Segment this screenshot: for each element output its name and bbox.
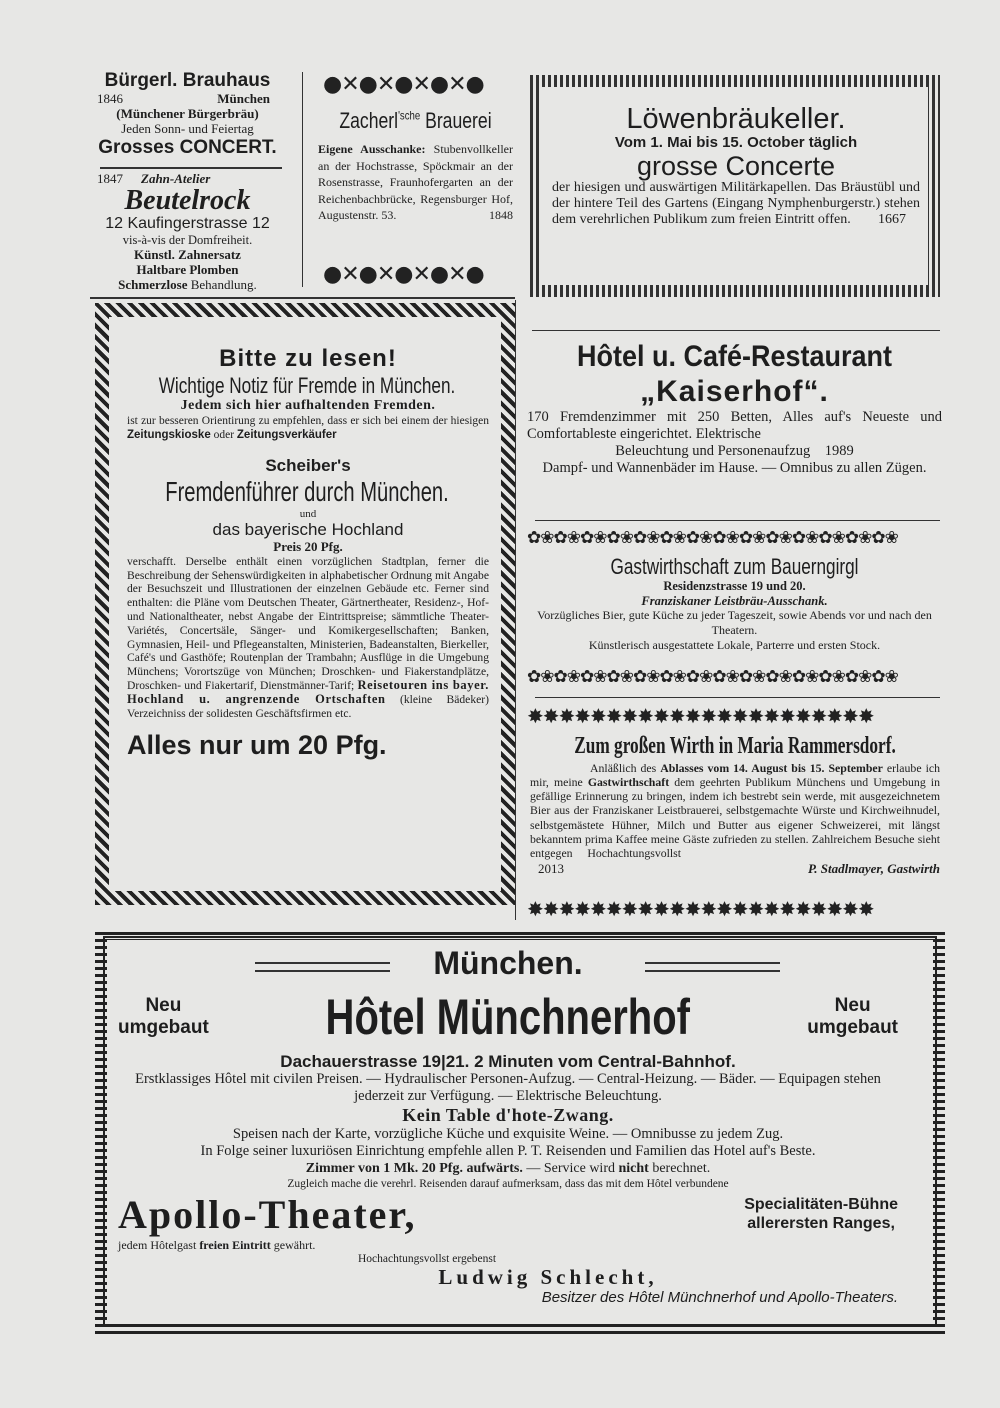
fremdenfuehrer-lead: Jedem sich hier aufhaltenden Fremden.: [180, 397, 436, 413]
brauhaus-title: Bürgerl. Brauhaus: [104, 70, 271, 91]
divider: [535, 520, 940, 521]
rammersdorf-closing: Hochachtungsvollst: [587, 846, 682, 861]
zacherl-body: Eigene Ausschanke: Stubenvollkeller an der Hochstrasse, Spöckmair an der Rosenstrasse, Fraunhofergarten an der Reichenbachbrücke, Regensburger Hof, Augustenstr. 53. 1848: [318, 142, 513, 223]
rammersdorf-ad: [530, 733, 940, 877]
kaiserhof-name: „Kaiserhof“.: [640, 374, 829, 408]
column-divider: [302, 72, 303, 287]
apollo-sub2: allerersten Ranges,: [747, 1214, 895, 1232]
divider: [90, 297, 515, 299]
loewenbraeu-number: 1667: [878, 212, 906, 228]
neu-label: Neu: [834, 994, 871, 1016]
muenchnerhof-table: Kein Table d'hote-Zwang.: [402, 1105, 614, 1126]
bauerngirgl-body: Vorzügliches Bier, gute Küche zu jeder Tageszeit, sowie Abends vor und nach den Theatern.: [537, 608, 932, 638]
floral-ornament: ✿❀✿❀✿❀✿❀✿❀✿❀✿❀✿❀✿❀✿❀✿❀✿❀✿❀✿❀: [527, 667, 898, 687]
umgebaut-label: umgebaut: [807, 1016, 898, 1038]
muenchnerhof-owner-title: Besitzer des Hôtel Münchnerhof und Apollo-Theaters.: [541, 1289, 898, 1307]
loewenbraeu-dates: Vom 1. Mai bis 15. October täglich: [614, 134, 858, 152]
star-ornament: ✸✸✸✸✸✸✸✸✸✸✸✸✸✸✸✸✸✸✸✸✸✸: [527, 704, 874, 728]
loewenbraeu-concerts: grosse Concerte: [636, 150, 836, 181]
loewenbraeu-body: der hiesigen und auswärtigen Militärkapellen. Das Bräustübl und der hintere Teil des Gartens (Eingang Nymphenburgerstr.) stehen dem verehrlichen Publikum zum freien Eintritt offen. 1667: [552, 180, 920, 228]
fremdenfuehrer-title: Fremdenführer durch München.: [165, 475, 449, 507]
kaiserhof-body2: Beleuchtung und Personenaufzug: [615, 443, 811, 459]
fremdenfuehrer-headline: Bitte zu lesen!: [219, 345, 397, 372]
fremdenfuehrer-title2: das bayerische Hochland: [212, 520, 404, 540]
muenchnerhof-rooms: Zimmer von 1 Mk. 20 Pfg. aufwärts.: [305, 1161, 523, 1177]
zacherl-title: Zacherl$^{'sche}$ Brauerei: [339, 108, 492, 133]
muenchnerhof-city: München.: [433, 945, 583, 981]
bauerngirgl-address: Residenzstrasse 19 und 20.: [663, 579, 806, 594]
column-divider: [515, 300, 516, 920]
zahnatelier-last: Behandlung.: [187, 276, 257, 292]
fremdenfuehrer-intro: ist zur besseren Orientirung zu empfehlen, dass er sich bei einem der hiesigen Zeitungskioske oder Zeitungsverkäufer: [127, 414, 489, 441]
zahnatelier-label: Zahn-Atelier: [141, 171, 211, 186]
muenchnerhof-line4: Zugleich mache die verehrl. Reisenden darauf aufmerksam, dass das mit dem Hôtel verbundene: [287, 1178, 729, 1191]
zahnatelier-address: 12 Kaufingerstrasse 12: [105, 214, 270, 232]
fremdenfuehrer-footer: Alles nur um 20 Pfg.: [127, 730, 387, 761]
kaiserhof-body3: Dampf- und Wannenbäder im Hause. — Omnibus zu allen Zügen.: [542, 460, 927, 476]
fremdenfuehrer-ad: [127, 345, 489, 761]
zahnatelier-location: vis-à-vis der Domfreiheit.: [122, 233, 253, 248]
divider: [100, 167, 282, 169]
fremdenfuehrer-price: Preis 20 Pfg.: [273, 538, 343, 554]
kaiserhof-ad: [527, 340, 942, 477]
divider: [535, 697, 940, 698]
zahnatelier-last-bold: Schmerzlose: [118, 276, 188, 292]
kaiserhof-title: Hôtel u. Café-Restaurant: [576, 340, 893, 373]
muenchnerhof-line1: Erstklassiges Hôtel mit civilen Preisen. — Hydraulischer Personen-Aufzug. — Central-Heizung. — Bäder. — Equipagen stehen jederzeit zur Verfügung. — Elektrische Beleuchtung.: [135, 1071, 881, 1105]
divider: [532, 330, 940, 331]
kaiserhof-body1: 170 Fremdenzimmer mit 250 Betten, Alles auf's Neueste und Comfortableste eingerichtet. Elektrische: [527, 409, 942, 442]
fremdenfuehrer-und: und: [299, 507, 317, 520]
neu-label: Neu: [145, 994, 182, 1016]
chain-ornament: ●✕●✕●✕●✕●: [323, 262, 484, 287]
brauhaus-number: 1846: [97, 90, 123, 106]
bauerngirgl-sub: Franziskaner Leistbräu-Ausschank.: [641, 593, 828, 608]
bauerngirgl-ad: [527, 554, 942, 653]
muenchnerhof-line2: Speisen nach der Karte, vorzügliche Küche und exquisite Weine. — Omnibusse zu jedem Zug.: [232, 1126, 784, 1143]
bauerngirgl-title: Gastwirthschaft zum Bauerngirgl: [610, 554, 859, 579]
brauhaus-line: Jeden Sonn- und Feiertag: [121, 120, 254, 136]
fremdenfuehrer-publisher: Scheiber's: [265, 455, 351, 475]
fremdenfuehrer-subhead: Wichtige Notiz für Fremde in München.: [158, 372, 456, 398]
zacherl-number: 1848: [489, 208, 513, 223]
zahnatelier-ad: [85, 172, 290, 293]
fremdenfuehrer-body: verschafft. Derselbe enthält einen vorzüglichen Stadtplan, ferner die Beschreibung der Sehenswürdigkeiten in alphabetischer Ordnung mit Angabe der Besuchszeit und Illustrationen der einzelnen Gebäude etc. Ferner sind enthalten: die Pläne vom Deutschen Theater, Gärtnertheater, Residenz-, Hof- und Nationaltheater, nebst Angabe der Eintrittspreise; sämmtliche Theater-Variétés, Concertsäle, Sänger- und Komikergesellschaften; Banken, Gymnasien, Heil- und Pflegeanstalten, Ministerien, Badeanstalten, Bierkeller, Café's und Gasthöfe; Routenplan der Trambahn; Ausflüge in die Umgebung Münchens; Vorortszüge von München; Droschken- und Fiakerstandplätze, Droschken- und Fiakertarif, Dienstmänner-Tarif; Reisetouren ins bayer. Hochland u. angrenzende Ortschaften (kleine Bädeker) Verzeichniss der solidesten Geschäftsfirmen etc.: [127, 554, 489, 720]
apollo-sub1: Specialitäten-Bühne: [744, 1196, 898, 1214]
muenchnerhof-ad: München. Neu umgebaut Hôtel Münchnerhof Neu umgebaut Dachauerstrasse 19|21. 2 Minuten vom Central-Bahnhof. Erstklassiges Hôtel mit civilen Preisen. — Hydraulischer Personen-Aufzug. — Central-Heizung. — Bäder. — Equipagen stehen jederzeit zur Verfügung. — Elektrische Beleuchtung. Kein Table d'hote-Zwang. Speisen nach der Karte, vorzügliche Küche und exquisite Weine. — Omnibusse zu jedem Zug. In Folge seiner luxuriösen Einrichtung empfehle allen P. T. Reisenden und Familien das Hotel auf's Beste. Zimmer von 1 Mk. 20 Pfg. aufwärts. — Service wird nicht berechnet. Zugleich mache die verehrl. Reisenden darauf aufmerksam, dass das mit dem Hôtel verbundene Apollo-Theater, Specialitäten-Bühne allerersten Ranges, jedem Hôtelgast freien Eintritt gewährt. Hochachtungsvollst ergebenst Ludwig Schlecht, Besitzer des Hôtel Münchnerhof und Apollo-Theaters.: [118, 945, 898, 1307]
zahnatelier-number: 1847: [97, 171, 123, 186]
loewenbraeu-title: Löwenbräukeller.: [626, 103, 846, 135]
muenchnerhof-owner: Ludwig Schlecht,: [438, 1265, 658, 1290]
bauerngirgl-body2: Künstlerisch ausgestattete Lokale, Parterre und ersten Stock.: [588, 638, 881, 653]
rammersdorf-body: Anläßlich des Ablasses vom 14. August bis 15. September erlaube ich mir, meine Gastwirthschaft dem geehrten Publikum Münchens und Umgebung in gefällige Erinnerung zu bringen, indem ich bestrebt sein werde, mit ausgezeichnetem Bier aus der Franziskaner Leistbrauerei, selbstgemachte Würste und Kirchweihnudel, selbstgemästete Hühner, Milch und Butter aus eigener Schweizerei, mit längst bekanntem prima Kaffee meine Gäste zufrieden zu stellen. Zahlreichem Besuche sieht entgegen Hochachtungsvollst: [530, 760, 940, 861]
free-entry: freien Eintritt: [199, 1238, 271, 1253]
brauhaus-subtitle: (Münchener Bürgerbräu): [116, 105, 259, 121]
star-ornament: ✸✸✸✸✸✸✸✸✸✸✸✸✸✸✸✸✸✸✸✸✸✸: [527, 897, 874, 921]
rammersdorf-title: Zum großen Wirth in Maria Rammersdorf.: [574, 733, 896, 759]
zacherl-ad: [318, 108, 513, 224]
loewenbraeu-ad: [552, 104, 920, 228]
umgebaut-label: umgebaut: [118, 1016, 209, 1038]
zahnatelier-line: Künstl. Zahnersatz: [134, 246, 241, 262]
brauhaus-concert: Grosses CONCERT.: [98, 136, 277, 158]
muenchnerhof-address: Dachauerstrasse 19|21. 2 Minuten vom Central-Bahnhof.: [280, 1051, 736, 1071]
zahnatelier-line: Haltbare Plomben: [136, 261, 239, 277]
brauhaus-city: München: [217, 90, 270, 106]
brauhaus-ad: [85, 70, 290, 159]
rammersdorf-signature: P. Stadlmayer, Gastwirth: [808, 860, 940, 876]
muenchnerhof-title: Hôtel Münchnerhof: [325, 988, 691, 1045]
rammersdorf-number: 2013: [538, 860, 564, 876]
muenchnerhof-closing: Hochachtungsvollst ergebenst: [358, 1253, 497, 1266]
zahnatelier-name: Beutelrock: [124, 184, 251, 216]
kaiserhof-number: 1989: [824, 443, 854, 459]
chain-ornament: ●✕●✕●✕●✕●: [323, 72, 484, 97]
muenchnerhof-line3: In Folge seiner luxuriösen Einrichtung empfehle allen P. T. Reisenden und Familien das Hotel auf's Beste.: [200, 1143, 816, 1160]
floral-ornament: ✿❀✿❀✿❀✿❀✿❀✿❀✿❀✿❀✿❀✿❀✿❀✿❀✿❀✿❀: [527, 528, 898, 548]
apollo-theater: Apollo-Theater,: [118, 1192, 417, 1238]
